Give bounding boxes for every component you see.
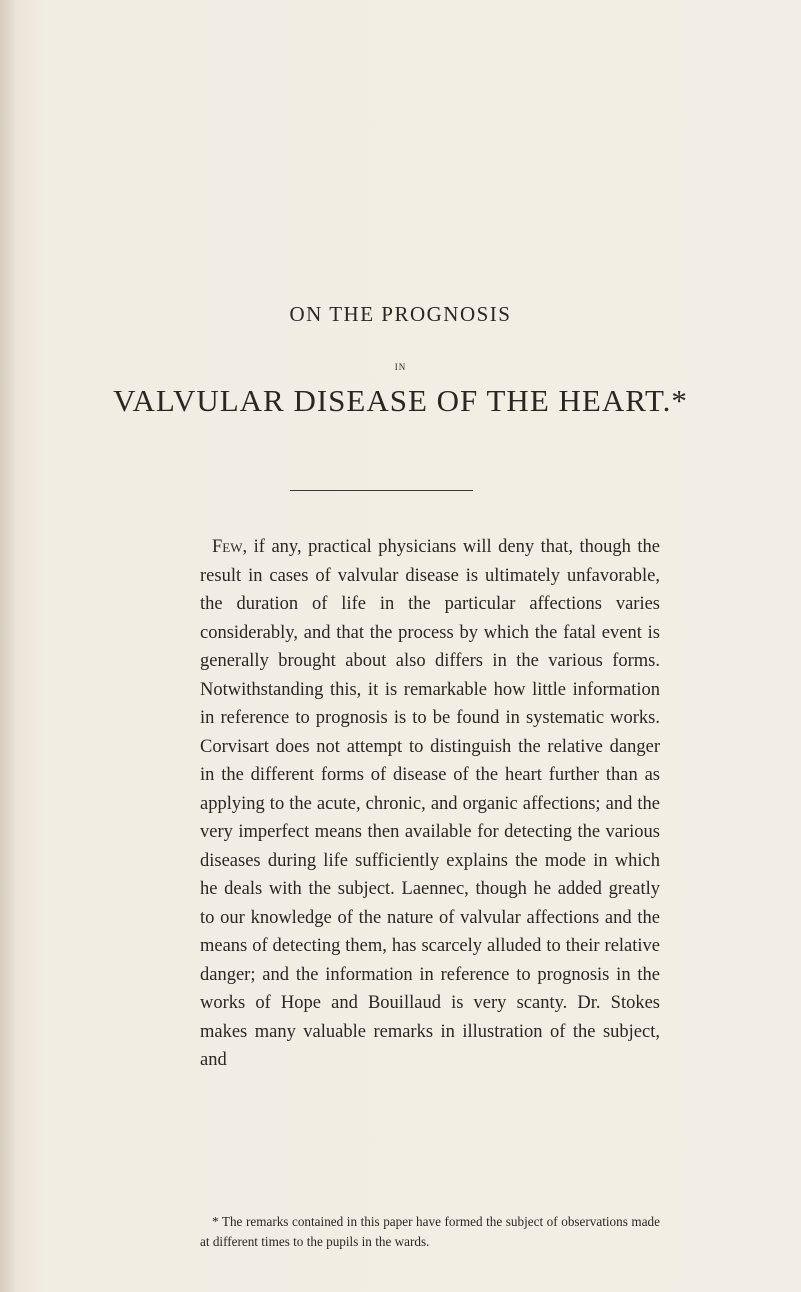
- title-line-2: IN: [394, 362, 407, 372]
- footnote: [200, 1212, 660, 1252]
- paragraph-first-word: Few,: [212, 537, 248, 557]
- title-line-1: ON THE PROGNOSIS: [289, 302, 512, 326]
- page-binding-edge: [0, 0, 14, 1292]
- body-paragraph: [200, 533, 660, 1075]
- footnote-text: * The remarks contained in this paper have formed the subject of observations made at different times to the pupils in the wards.: [200, 1214, 660, 1249]
- title-line-3: VALVULAR DISEASE OF THE HEART.*: [113, 383, 688, 418]
- paragraph-text: if any, practical physicians will deny that, though the result in cases of valvular disease is ultimately unfavorable, the duration of life in the particular affections varies considerably, and that the process by which the fatal event is generally brought about also differs in the various forms. Notwithstanding this, it is remarkable how little information in reference to prognosis is to be found in systematic works. Corvisart does not attempt to distinguish the relative danger in the different forms of disease of the heart further than as applying to the acute, chronic, and organic affections; and the very imperfect means then available for detecting the various diseases during life sufficiently explains the mode in which he deals with the subject. Laennec, though he added greatly to our knowledge of the nature of valvular affections and the means of detecting them, has scarcely alluded to their relative danger; and the information in reference to prognosis in the works of Hope and Bouillaud is very scanty. Dr. Stokes makes many valuable remarks in illustration of the subject, and: [200, 537, 660, 1070]
- title-divider-rule: [290, 490, 473, 491]
- body-text: [200, 533, 660, 1075]
